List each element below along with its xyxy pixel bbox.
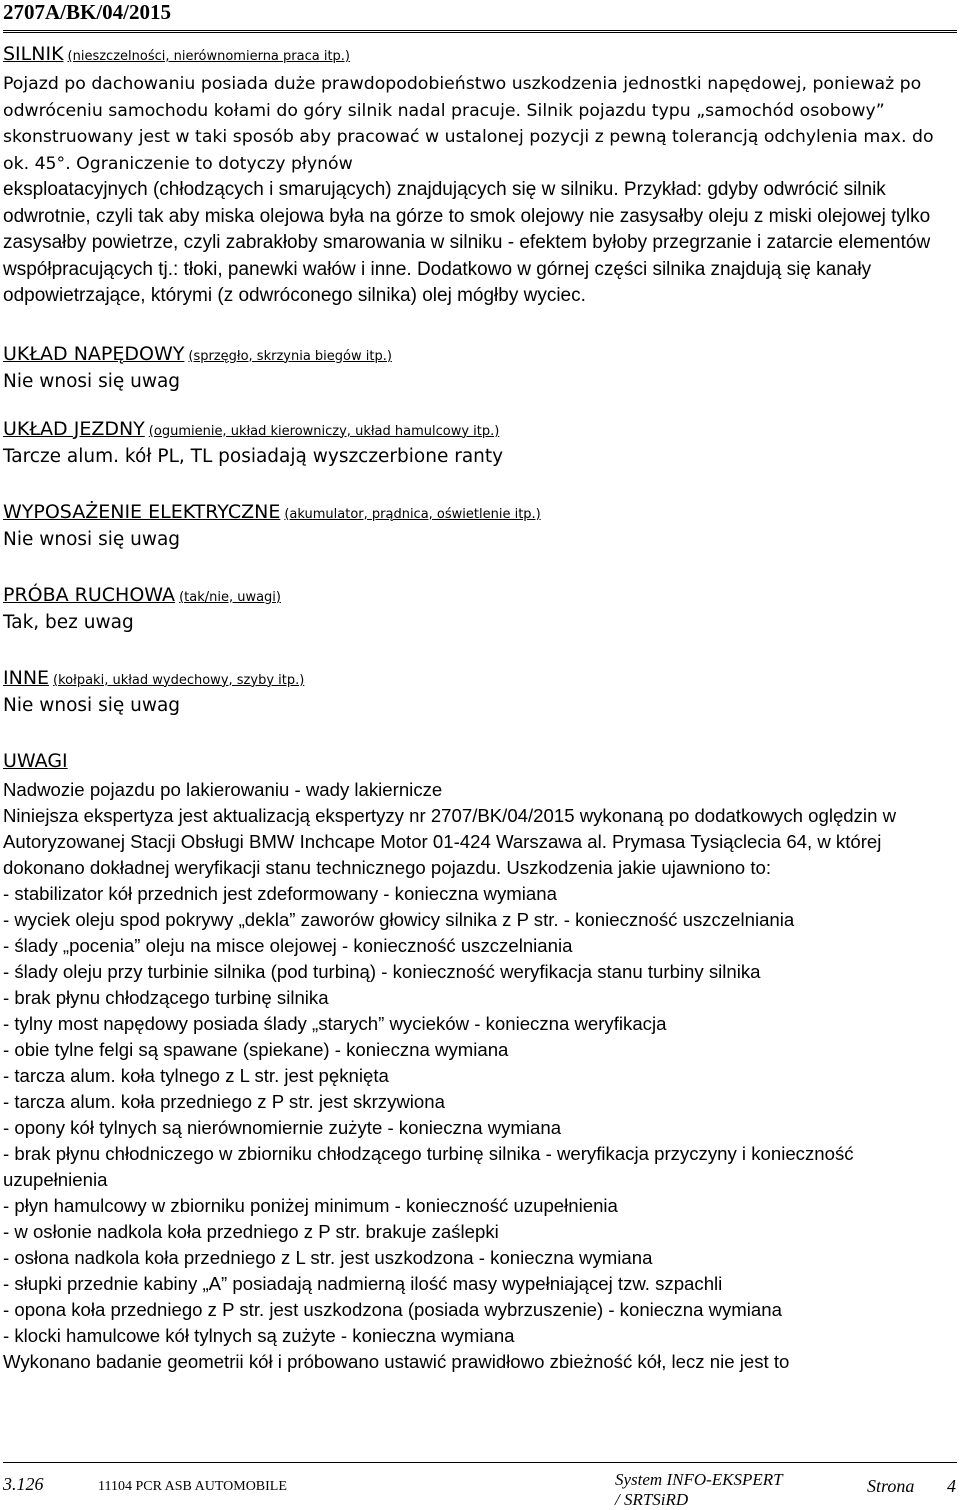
- damage-list-item: - tarcza alum. koła tylnego z L str. jest pęknięta: [3, 1064, 389, 1086]
- damage-list-item: - ślady „pocenia” oleju na misce olejowej - konieczność uszczelniania: [3, 934, 573, 956]
- engine-paragraph-part1: Pojazd po dachowaniu posiada duże prawdopodobieństwo uszkodzenia jednostki napędowej, ponieważ po odwróceniu samochodu kołami do góry silnik nadal pracuje. Silnik pojazdu typu „samochód osobowy” skonstruowany jest w taki sposób aby pracować w ustalonej pozycji z pewną tolerancją odchylenia max. do ok. 45°. Ograniczenie to dotyczy płynów: [3, 74, 934, 174]
- section-title: WYPOSAŻENIE ELEKTRYCZNE: [3, 500, 281, 523]
- section-subtitle: (kołpaki, układ wydechowy, szyby itp.): [53, 672, 305, 688]
- document-id: 2707A/BK/04/2015: [3, 0, 172, 24]
- damage-list-item: - tylny most napędowy posiada ślady „starych” wycieków - konieczna weryfikacja: [3, 1012, 667, 1034]
- footer-rule: [3, 1462, 957, 1463]
- section-heading-proba-ruchowa: [3, 583, 955, 610]
- damage-list-item: - tarcza alum. koła przedniego z P str. jest skrzywiona: [3, 1090, 445, 1112]
- damage-list-item: - płyn hamulcowy w zbiorniku poniżej minimum - konieczność uzupełnienia: [3, 1194, 618, 1216]
- damage-list-item: - brak płynu chłodniczego w zbiorniku chłodzącego turbinę silnika - weryfikacja przyczyny i konieczność uzupełnienia: [3, 1142, 854, 1190]
- section-text: Nie wnosi się uwag: [3, 694, 181, 716]
- section-title: UKŁAD NAPĘDOWY: [3, 342, 185, 365]
- section-subtitle: (tak/nie, uwagi): [179, 589, 281, 605]
- section-subtitle: (sprzęgło, skrzynia biegów itp.): [188, 348, 392, 364]
- section-title: UKŁAD JEZDNY: [3, 417, 145, 440]
- section-text: Nie wnosi się uwag: [3, 528, 181, 550]
- page-header: [3, 0, 957, 40]
- footer-page-ref: 3.126: [3, 1474, 44, 1494]
- damage-list-item: - słupki przednie kabiny „A” posiadają nadmierną ilość masy wypełniającej tzw. szpachli: [3, 1272, 723, 1294]
- damage-list-item: - ślady oleju przy turbinie silnika (pod turbiną) - konieczność weryfikacja stanu turbiny silnika: [3, 960, 761, 982]
- damage-list-item: - opony kół tylnych są nierównomiernie zużyte - konieczna wymiana: [3, 1116, 562, 1138]
- remarks-closing: Wykonano badanie geometrii kół i próbowano ustawić prawidłowo zbieżność kół, lecz nie jest to: [3, 1350, 790, 1372]
- section-subtitle: (nieszczelności, nierównomierna praca itp.): [67, 49, 351, 64]
- page-footer: [3, 1462, 957, 1509]
- section-heading-uklad-jezdny: [3, 417, 955, 444]
- damage-list-item: - brak płynu chłodzącego turbinę silnika: [3, 986, 329, 1008]
- engine-paragraph-part2: eksploatacyjnych (chłodzących i smarujących) znajdujących się w silniku. Przykład: gdyby odwrócić silnik odwrotnie, czyli tak aby miska olejowa była na górze to smok olejowy nie zasysałby oleju z miski olejowej tylko zasysałby powietrze, czyli zabrakłoby smarowania w silniku - efektem byłoby przegrzanie i zatarcie elementów współpracujących tj.: tłoki, panewki wałów i inne. Dodatkowo w górnej części silnika znajdują się kanały odpowietrzające, którymi (z odwróconego silnika) olej mógłby wyciec.: [3, 179, 931, 306]
- section-heading-silnik: [3, 42, 955, 69]
- header-rule: [3, 30, 957, 33]
- footer-system-line1: System INFO-EKSPERT: [615, 1470, 783, 1489]
- footer-system-line2: / SRTSiRD: [615, 1490, 689, 1509]
- remarks-paragraph: Niniejsza ekspertyza jest aktualizacją ekspertyzy nr 2707/BK/04/2015 wykonaną po dodatkowych oględzin w Autoryzowanej Stacji Obsługi BMW Inchcape Motor 01-424 Warszawa al. Prymasa Tysiąclecia 64, w której dokonano dokładnej weryfikacji stanu technicznego pojazdu. Uszkodzenia jakie ujawniono to:: [3, 804, 896, 878]
- damage-list-item: - wyciek oleju spod pokrywy „dekla” zaworów głowicy silnika z P str. - konieczność uszczelniania: [3, 908, 795, 930]
- section-title: INNE: [3, 666, 50, 689]
- section-text: Tarcze alum. kół PL, TL posiadają wyszczerbione ranty: [3, 445, 504, 467]
- section-text: Tak, bez uwag: [3, 611, 134, 633]
- damage-list-item: - klocki hamulcowe kół tylnych są zużyte - konieczna wymiana: [3, 1324, 515, 1346]
- damage-list-item: - w osłonie nadkola koła przedniego z P str. brakuje zaślepki: [3, 1220, 499, 1242]
- damage-list: [3, 881, 955, 1349]
- footer-strona-label: Strona: [867, 1476, 915, 1496]
- section-heading-uwagi: [3, 749, 955, 775]
- footer-page-number: 4: [947, 1476, 956, 1496]
- section-title: UWAGI: [3, 749, 68, 772]
- footer-company: 11104 PCR ASB AUTOMOBILE: [98, 1479, 287, 1494]
- document-body: [3, 42, 955, 1375]
- remarks-intro: Nadwozie pojazdu po lakierowaniu - wady lakiernicze: [3, 778, 443, 800]
- section-title: SILNIK: [3, 43, 64, 65]
- damage-list-item: - opona koła przedniego z P str. jest uszkodzona (posiada wybrzuszenie) - konieczna wymiana: [3, 1298, 782, 1320]
- section-subtitle: (akumulator, prądnica, oświetlenie itp.): [284, 506, 541, 522]
- footer-system: [615, 1470, 783, 1510]
- section-heading-uklad-napedowy: [3, 342, 955, 369]
- damage-list-item: - osłona nadkola koła przedniego z L str. jest uszkodzona - konieczna wymiana: [3, 1246, 653, 1268]
- section-text: Nie wnosi się uwag: [3, 370, 181, 392]
- section-subtitle: (ogumienie, układ kierowniczy, układ hamulcowy itp.): [148, 423, 500, 439]
- damage-list-item: - obie tylne felgi są spawane (spiekane) - konieczna wymiana: [3, 1038, 509, 1060]
- section-heading-wyposazenie-elektryczne: [3, 500, 955, 527]
- damage-list-item: - stabilizator kół przednich jest zdeformowany - konieczna wymiana: [3, 882, 557, 904]
- section-title: PRÓBA RUCHOWA: [3, 583, 176, 606]
- section-heading-inne: [3, 666, 955, 693]
